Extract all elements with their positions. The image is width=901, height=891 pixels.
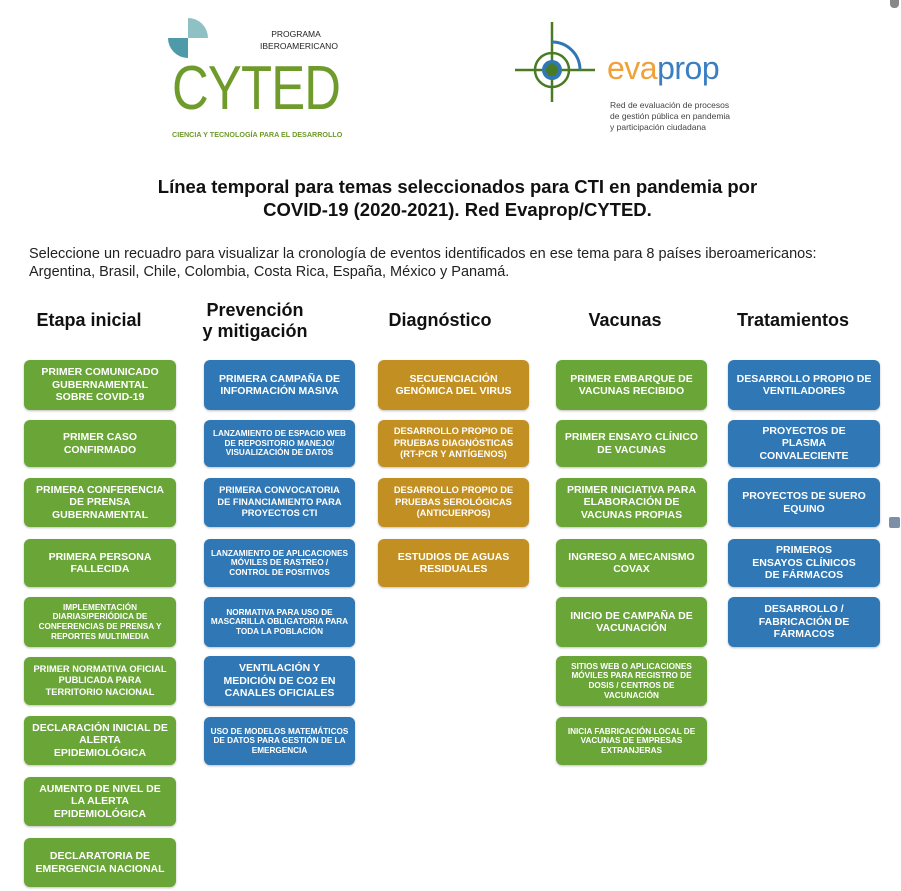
column-header-tratamientos: Tratamientos <box>736 310 850 330</box>
column-header-etapa-inicial: Etapa inicial <box>36 310 142 330</box>
topic-button-etapa-3[interactable]: PRIMERA CONFERENCIA DE PRENSA GUBERNAMENTAL <box>24 478 176 527</box>
topic-button-vacunas-7[interactable]: INICIA FABRICACIÓN LOCAL DE VACUNAS DE EMPRESAS EXTRANJERAS <box>556 717 707 765</box>
evaprop-word-eva: eva <box>607 50 658 86</box>
topic-button-tratamientos-3[interactable]: PROYECTOS DE SUERO EQUINO <box>728 478 880 527</box>
cyted-programa-line1: PROGRAMA <box>271 29 321 39</box>
info-icon[interactable] <box>890 0 899 8</box>
page-title-line1: Línea temporal para temas seleccionados para CTI en pandemia por <box>157 176 758 197</box>
cyted-programa-text <box>260 28 338 52</box>
evaprop-subtitle-line1: Red de evaluación de procesos <box>610 100 730 110</box>
topic-button-etapa-7[interactable]: DECLARACIÓN INICIAL DE ALERTA EPIDEMIOLÓGICA <box>24 716 176 765</box>
page-title <box>100 175 815 221</box>
topic-button-vacunas-4[interactable]: INGRESO A MECANISMO COVAX <box>556 539 707 587</box>
topic-button-diagnostico-1[interactable]: SECUENCIACIÓN GENÓMICA DEL VIRUS <box>378 360 529 410</box>
cyted-emblem-icon <box>168 18 208 58</box>
topic-button-etapa-5[interactable]: IMPLEMENTACIÓN DIARIAS/PERIÓDICA DE CONFERENCIAS DE PRENSA Y REPORTES MULTIMEDIA <box>24 597 176 647</box>
topic-button-diagnostico-4[interactable]: ESTUDIOS DE AGUAS RESIDUALES <box>378 539 529 587</box>
topic-button-etapa-9[interactable]: DECLARATORIA DE EMERGENCIA NACIONAL <box>24 838 176 887</box>
topic-button-prevencion-6[interactable]: VENTILACIÓN Y MEDICIÓN DE CO2 EN CANALES OFICIALES <box>204 656 355 706</box>
evaprop-word-prop: prop <box>657 50 720 86</box>
cyted-logo <box>168 18 343 143</box>
cyted-wordmark: CYTED <box>172 54 341 123</box>
topic-button-prevencion-1[interactable]: PRIMERA CAMPAÑA DE INFORMACIÓN MASIVA <box>204 360 355 410</box>
topic-button-prevencion-4[interactable]: LANZAMIENTO DE APLICACIONES MÓVILES DE RASTREO / CONTROL DE POSITIVOS <box>204 539 355 587</box>
topic-button-prevencion-5[interactable]: NORMATIVA PARA USO DE MASCARILLA OBLIGATORIA PARA TODA LA POBLACIÓN <box>204 597 355 647</box>
topic-button-vacunas-1[interactable]: PRIMER EMBARQUE DE VACUNAS RECIBIDO <box>556 360 707 410</box>
topic-button-etapa-1[interactable]: PRIMER COMUNICADO GUBERNAMENTAL SOBRE COVID-19 <box>24 360 176 410</box>
column-header-prevencion-line2: y mitigación <box>202 321 308 341</box>
cyted-tagline: CIENCIA Y TECNOLOGÍA PARA EL DESARROLLO <box>172 130 343 139</box>
evaprop-subtitle <box>610 100 760 133</box>
topic-button-diagnostico-3[interactable]: DESARROLLO PROPIO DE PRUEBAS SEROLÓGICAS (ANTICUERPOS) <box>378 478 529 527</box>
topic-button-etapa-4[interactable]: PRIMERA PERSONA FALLECIDA <box>24 539 176 587</box>
column-header-diagnostico: Diagnóstico <box>388 310 492 330</box>
evaprop-subtitle-line2: de gestión pública en pandemia <box>610 111 731 121</box>
target-icon <box>515 22 595 102</box>
evaprop-subtitle-line3: y participación ciudadana <box>610 122 706 132</box>
topic-button-etapa-6[interactable]: PRIMER NORMATIVA OFICIAL PUBLICADA PARA TERRITORIO NACIONAL <box>24 657 176 705</box>
topic-button-vacunas-6[interactable]: SITIOS WEB O APLICACIONES MÓVILES PARA REGISTRO DE DOSIS / CENTROS DE VACUNACIÓN <box>556 656 707 706</box>
column-header-prevencion-line1: Prevención <box>206 300 304 320</box>
topic-button-diagnostico-2[interactable]: DESARROLLO PROPIO DE PRUEBAS DIAGNÓSTICAS (RT-PCR Y ANTÍGENOS) <box>378 420 529 467</box>
topic-button-tratamientos-1[interactable]: DESARROLLO PROPIO DE VENTILADORES <box>728 360 880 410</box>
topic-button-vacunas-5[interactable]: INICIO DE CAMPAÑA DE VACUNACIÓN <box>556 597 707 647</box>
column-header-vacunas: Vacunas <box>588 310 662 330</box>
topic-button-etapa-2[interactable]: PRIMER CASO CONFIRMADO <box>24 420 176 467</box>
intro-line2: Argentina, Brasil, Chile, Colombia, Costa Rica, España, México y Panamá. <box>29 264 510 280</box>
evaprop-wordmark <box>607 50 719 86</box>
topic-button-prevencion-3[interactable]: PRIMERA CONVOCATORIA DE FINANCIAMIENTO PARA PROYECTOS CTI <box>204 478 355 527</box>
column-header-prevencion <box>200 300 310 342</box>
cyted-programa-line2: IBEROAMERICANO <box>260 41 338 51</box>
topic-button-tratamientos-5[interactable]: DESARROLLO / FABRICACIÓN DE FÁRMACOS <box>728 597 880 647</box>
topic-button-tratamientos-4[interactable]: PRIMEROS ENSAYOS CLÍNICOS DE FÁRMACOS <box>728 539 880 587</box>
topic-button-vacunas-3[interactable]: PRIMER INICIATIVA PARA ELABORACIÓN DE VACUNAS PROPIAS <box>556 478 707 527</box>
intro-text <box>29 245 891 281</box>
page-title-line2: COVID-19 (2020-2021). Red Evaprop/CYTED. <box>263 199 652 220</box>
topic-button-prevencion-7[interactable]: USO DE MODELOS MATEMÁTICOS DE DATOS PARA GESTIÓN DE LA EMERGENCIA <box>204 717 355 765</box>
topic-button-prevencion-2[interactable]: LANZAMIENTO DE ESPACIO WEB DE REPOSITORIO MANEJO/ VISUALIZACIÓN DE DATOS <box>204 420 355 467</box>
intro-line1: Seleccione un recuadro para visualizar la cronología de eventos identificados en ese tema para 8 países iberoamericanos: <box>29 246 817 262</box>
side-handle-icon[interactable] <box>889 517 900 528</box>
topic-button-vacunas-2[interactable]: PRIMER ENSAYO CLÍNICO DE VACUNAS <box>556 420 707 467</box>
topic-button-etapa-8[interactable]: AUMENTO DE NIVEL DE LA ALERTA EPIDEMIOLÓGICA <box>24 777 176 826</box>
topic-button-tratamientos-2[interactable]: PROYECTOS DE PLASMA CONVALECIENTE <box>728 420 880 467</box>
evaprop-logo <box>515 22 755 137</box>
